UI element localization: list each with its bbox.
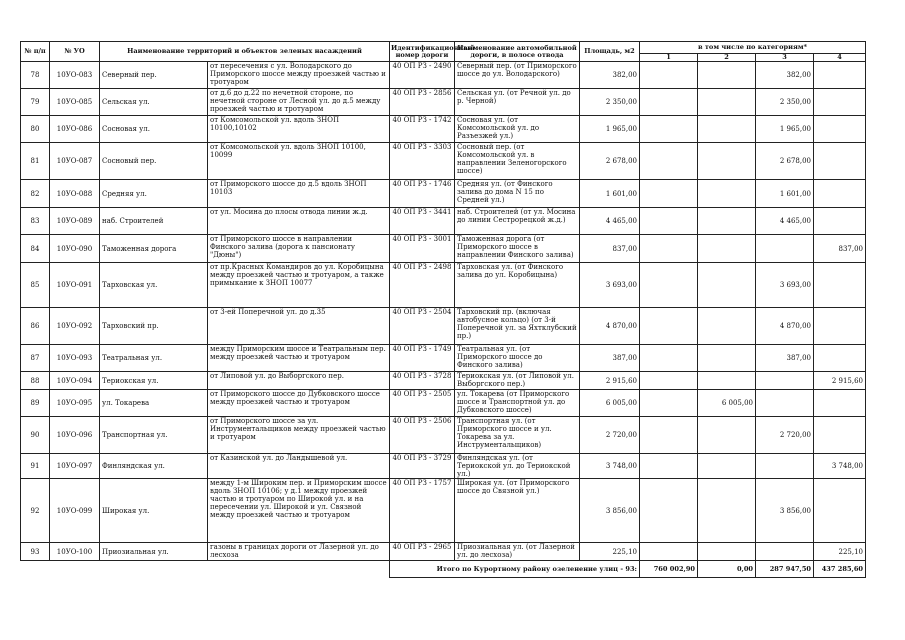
header-territory: Наименование территорий и объектов зеленых насаждений <box>100 42 390 62</box>
header-area: Площадь, м2 <box>580 42 640 62</box>
row-cat-4 <box>814 89 866 116</box>
row-code: 10УО-092 <box>50 308 100 345</box>
row-cat-2 <box>698 180 756 208</box>
row-road-name: Театральная ул. (от Приморского шоссе до Финского залива) <box>455 345 580 372</box>
row-number: 84 <box>21 235 50 263</box>
row-name: Широкая ул. <box>100 479 208 543</box>
row-id-number: 40 ОП РЗ - 1757 <box>390 479 455 543</box>
row-area: 837,00 <box>580 235 640 263</box>
row-description: от Приморского шоссе в направлении Финского залива (дорога к пансионату "Дюны") <box>208 235 390 263</box>
row-cat-1 <box>640 143 698 180</box>
row-description: от Приморского шоссе за ул. Инструментальщиков между проезжей частью и тротуаром <box>208 417 390 454</box>
row-cat-4 <box>814 263 866 308</box>
row-description: от д.6 до д.22 по нечетной стороне, по нечетной стороне от Лесной ул. до д.5 между проезжей частью и тротуаром <box>208 89 390 116</box>
table-body <box>21 62 866 561</box>
document-sheet <box>20 41 866 578</box>
row-id-number: 40 ОП РЗ - 3729 <box>390 454 455 479</box>
row-name: ул. Токарева <box>100 390 208 417</box>
row-number: 78 <box>21 62 50 89</box>
row-cat-4: 3 748,00 <box>814 454 866 479</box>
row-road-name: Тарховская ул. (от Финского залива до ул. Коробицына) <box>455 263 580 308</box>
row-number: 80 <box>21 116 50 143</box>
row-cat-3: 4 870,00 <box>756 308 814 345</box>
row-cat-1 <box>640 454 698 479</box>
row-cat-3 <box>756 235 814 263</box>
header-cat-1: 1 <box>640 54 698 62</box>
row-cat-2 <box>698 479 756 543</box>
row-road-name: Средняя ул. (от Финского залива до дома N 15 по Средней ул.) <box>455 180 580 208</box>
row-id-number: 40 ОП РЗ - 1742 <box>390 116 455 143</box>
row-code: 10УО-091 <box>50 263 100 308</box>
row-cat-3: 3 693,00 <box>756 263 814 308</box>
row-area: 3 748,00 <box>580 454 640 479</box>
row-road-name: Приозиальная ул. (от Лазерной ул. до лесхоза) <box>455 543 580 561</box>
row-description: от Приморского шоссе до д.5 вдоль ЗНОП 10103 <box>208 180 390 208</box>
table-row <box>21 235 866 263</box>
table-row <box>21 454 866 479</box>
row-description: от 3-ей Поперечной ул. до д.35 <box>208 308 390 345</box>
row-description: от Липовой ул. до Выборгского пер. <box>208 372 390 390</box>
table-row <box>21 62 866 89</box>
total-cat-2: 287 947,50 <box>756 561 814 578</box>
row-area: 2 350,00 <box>580 89 640 116</box>
row-cat-1 <box>640 308 698 345</box>
table-row <box>21 208 866 235</box>
row-road-name: Финляндская ул. (от Териокской ул. до Териокской ул.) <box>455 454 580 479</box>
row-cat-1 <box>640 62 698 89</box>
row-name: Транспортная ул. <box>100 417 208 454</box>
row-cat-1 <box>640 390 698 417</box>
row-code: 10УО-086 <box>50 116 100 143</box>
row-road-name: Северный пер. (от Приморского шоссе до ул. Володарского) <box>455 62 580 89</box>
total-area: 760 002,90 <box>640 561 698 578</box>
row-road-name: ул. Токарева (от Приморского шоссе и Транспортной ул. до Дубковского шоссе) <box>455 390 580 417</box>
row-area: 3 693,00 <box>580 263 640 308</box>
row-name: Тарховский пр. <box>100 308 208 345</box>
row-number: 81 <box>21 143 50 180</box>
row-name: Сосновая ул. <box>100 116 208 143</box>
row-cat-4 <box>814 479 866 543</box>
row-name: Театральная ул. <box>100 345 208 372</box>
row-cat-4: 2 915,60 <box>814 372 866 390</box>
row-cat-1 <box>640 417 698 454</box>
row-cat-2 <box>698 62 756 89</box>
row-name: Сосновый пер. <box>100 143 208 180</box>
row-cat-3: 2 720,00 <box>756 417 814 454</box>
row-road-name: Сельская ул. (от Речной ул. до р. Черной) <box>455 89 580 116</box>
row-description: газоны в границах дороги от Лазерной ул. до лесхоза <box>208 543 390 561</box>
row-cat-4: 837,00 <box>814 235 866 263</box>
row-id-number: 40 ОП РЗ - 3441 <box>390 208 455 235</box>
row-road-name: наб. Строителей (от ул. Мосина до линии Сестрорецкой ж.д.) <box>455 208 580 235</box>
table-row <box>21 180 866 208</box>
header-cat-4: 4 <box>814 54 866 62</box>
row-cat-3 <box>756 390 814 417</box>
row-area: 1 965,00 <box>580 116 640 143</box>
row-number: 88 <box>21 372 50 390</box>
header-cat-3: 3 <box>756 54 814 62</box>
row-description: между Приморским шоссе и Театральным пер. между проезжей частью и тротуаром <box>208 345 390 372</box>
row-id-number: 40 ОП РЗ - 2856 <box>390 89 455 116</box>
total-spacer <box>21 561 390 578</box>
row-id-number: 40 ОП РЗ - 2505 <box>390 390 455 417</box>
total-cat-1: 0,00 <box>698 561 756 578</box>
row-area: 382,00 <box>580 62 640 89</box>
row-cat-3: 382,00 <box>756 62 814 89</box>
row-code: 10УО-087 <box>50 143 100 180</box>
row-id-number: 40 ОП РЗ - 2504 <box>390 308 455 345</box>
row-code: 10УО-090 <box>50 235 100 263</box>
table-row <box>21 390 866 417</box>
row-road-name: Териокская ул. (от Липовой ул. Выборгского пер.) <box>455 372 580 390</box>
row-description: от Комсомольской ул. вдоль ЗНОП 10100, 10099 <box>208 143 390 180</box>
row-cat-4: 225,10 <box>814 543 866 561</box>
row-area: 4 870,00 <box>580 308 640 345</box>
row-id-number: 40 ОП РЗ - 3001 <box>390 235 455 263</box>
row-road-name: Тарховский пр. (включая автобусное кольцо) (от 3-й Поперечной ул. за Яхтклубский пр.) <box>455 308 580 345</box>
row-cat-2 <box>698 454 756 479</box>
row-number: 79 <box>21 89 50 116</box>
row-cat-3: 1 601,00 <box>756 180 814 208</box>
row-cat-1 <box>640 543 698 561</box>
row-number: 83 <box>21 208 50 235</box>
row-cat-1 <box>640 372 698 390</box>
header-num: № п/п <box>21 42 50 62</box>
row-name: Таможенная дорога <box>100 235 208 263</box>
row-cat-3: 3 856,00 <box>756 479 814 543</box>
row-cat-3: 387,00 <box>756 345 814 372</box>
row-name: Сельская ул. <box>100 89 208 116</box>
header-cat-2: 2 <box>698 54 756 62</box>
row-road-name: Сосновая ул. (от Комсомольской ул. до Разъезжей ул.) <box>455 116 580 143</box>
row-area: 2 915,60 <box>580 372 640 390</box>
row-number: 82 <box>21 180 50 208</box>
row-number: 91 <box>21 454 50 479</box>
row-cat-4 <box>814 116 866 143</box>
row-number: 89 <box>21 390 50 417</box>
row-cat-2 <box>698 208 756 235</box>
row-code: 10УО-093 <box>50 345 100 372</box>
table-row <box>21 372 866 390</box>
row-cat-4 <box>814 308 866 345</box>
row-cat-2: 6 005,00 <box>698 390 756 417</box>
table-row <box>21 308 866 345</box>
table-header <box>21 42 866 62</box>
row-cat-2 <box>698 89 756 116</box>
row-cat-4 <box>814 143 866 180</box>
row-cat-1 <box>640 89 698 116</box>
row-description: от Комсомольской ул. вдоль ЗНОП 10100,10102 <box>208 116 390 143</box>
total-row <box>21 561 866 578</box>
row-id-number: 40 ОП РЗ - 3728 <box>390 372 455 390</box>
row-name: Средняя ул. <box>100 180 208 208</box>
row-id-number: 40 ОП РЗ - 2498 <box>390 263 455 308</box>
row-id-number: 40 ОП РЗ - 1746 <box>390 180 455 208</box>
row-cat-2 <box>698 417 756 454</box>
row-code: 10УО-088 <box>50 180 100 208</box>
row-code: 10УО-089 <box>50 208 100 235</box>
row-area: 1 601,00 <box>580 180 640 208</box>
row-cat-2 <box>698 143 756 180</box>
header-code: № УО <box>50 42 100 62</box>
row-code: 10УО-095 <box>50 390 100 417</box>
table-row <box>21 417 866 454</box>
header-category-group: в том числе по категориям* <box>640 42 866 54</box>
row-cat-4 <box>814 208 866 235</box>
row-cat-3 <box>756 543 814 561</box>
row-id-number: 40 ОП РЗ - 3303 <box>390 143 455 180</box>
row-cat-3: 4 465,00 <box>756 208 814 235</box>
table-row <box>21 263 866 308</box>
row-area: 225,10 <box>580 543 640 561</box>
row-cat-4 <box>814 390 866 417</box>
row-code: 10УО-085 <box>50 89 100 116</box>
row-name: наб. Строителей <box>100 208 208 235</box>
row-road-name: Широкая ул. (от Приморского шоссе до Связной ул.) <box>455 479 580 543</box>
row-id-number: 40 ОП РЗ - 1749 <box>390 345 455 372</box>
row-code: 10УО-094 <box>50 372 100 390</box>
row-cat-1 <box>640 208 698 235</box>
header-id-number: Идентификационный номер дороги <box>390 42 455 62</box>
table-row <box>21 345 866 372</box>
row-cat-3 <box>756 454 814 479</box>
row-area: 2 720,00 <box>580 417 640 454</box>
row-cat-4 <box>814 345 866 372</box>
row-description: от пересечения с ул. Володарского до Приморского шоссе между проезжей частью и тротуаром <box>208 62 390 89</box>
row-cat-1 <box>640 235 698 263</box>
row-area: 4 465,00 <box>580 208 640 235</box>
row-name: Северный пер. <box>100 62 208 89</box>
row-area: 387,00 <box>580 345 640 372</box>
row-cat-3: 2 350,00 <box>756 89 814 116</box>
row-number: 86 <box>21 308 50 345</box>
row-id-number: 40 ОП РЗ - 2490 <box>390 62 455 89</box>
row-id-number: 40 ОП РЗ - 2965 <box>390 543 455 561</box>
row-number: 92 <box>21 479 50 543</box>
row-cat-4 <box>814 417 866 454</box>
row-number: 90 <box>21 417 50 454</box>
row-cat-3: 2 678,00 <box>756 143 814 180</box>
total-label: Итого по Курортному району озеленение улиц - 93: <box>390 561 640 578</box>
row-cat-4 <box>814 62 866 89</box>
row-cat-2 <box>698 235 756 263</box>
row-area: 6 005,00 <box>580 390 640 417</box>
row-cat-2 <box>698 345 756 372</box>
table-row <box>21 479 866 543</box>
row-name: Финляндская ул. <box>100 454 208 479</box>
row-code: 10УО-096 <box>50 417 100 454</box>
row-description: от Приморского шоссе до Дубковского шоссе между проезжей частью и тротуаром <box>208 390 390 417</box>
row-name: Тарховская ул. <box>100 263 208 308</box>
row-description: от ул. Мосина до плосы отвода линии ж.д. <box>208 208 390 235</box>
row-cat-1 <box>640 180 698 208</box>
row-area: 2 678,00 <box>580 143 640 180</box>
green-areas-table <box>20 41 866 578</box>
row-code: 10УО-097 <box>50 454 100 479</box>
row-cat-1 <box>640 263 698 308</box>
table-row <box>21 89 866 116</box>
row-cat-1 <box>640 116 698 143</box>
row-id-number: 40 ОП РЗ - 2506 <box>390 417 455 454</box>
row-cat-2 <box>698 263 756 308</box>
row-cat-1 <box>640 479 698 543</box>
row-cat-2 <box>698 372 756 390</box>
row-road-name: Таможенная дорога (от Приморского шоссе в направлении Финского залива) <box>455 235 580 263</box>
row-cat-1 <box>640 345 698 372</box>
row-code: 10УО-100 <box>50 543 100 561</box>
row-number: 93 <box>21 543 50 561</box>
table-row <box>21 543 866 561</box>
row-code: 10УО-099 <box>50 479 100 543</box>
row-area: 3 856,00 <box>580 479 640 543</box>
row-number: 85 <box>21 263 50 308</box>
row-code: 10УО-083 <box>50 62 100 89</box>
row-description: между 1-м Широким пер. и Приморским шоссе вдоль ЗНОП 10106; у д.1 между проезжей частью и тротуаром по Широкой ул. и на пересечении ул. Широкой и ул. Связной между проезжей частью и тротуаром <box>208 479 390 543</box>
row-road-name: Транспортная ул. (от Приморского шоссе и ул. Токарева за ул. Инструментальщиков) <box>455 417 580 454</box>
row-road-name: Сосновый пер. (от Комсомольской ул. в направлении Зеленогорского шоссе) <box>455 143 580 180</box>
row-cat-3: 1 965,00 <box>756 116 814 143</box>
row-cat-2 <box>698 116 756 143</box>
row-name: Приозиальная ул. <box>100 543 208 561</box>
table-row <box>21 143 866 180</box>
header-road-name: Наименование автомобильной дороги, в полосе отвода <box>455 42 580 62</box>
row-cat-2 <box>698 543 756 561</box>
row-cat-2 <box>698 308 756 345</box>
row-number: 87 <box>21 345 50 372</box>
table-row <box>21 116 866 143</box>
row-description: от Казинской ул. до Ландышевой ул. <box>208 454 390 479</box>
row-description: от пр.Красных Командиров до ул. Коробицына между проезжей частью и тротуаром, а также примыкание к ЗНОП 10077 <box>208 263 390 308</box>
row-name: Териокская ул. <box>100 372 208 390</box>
row-cat-4 <box>814 180 866 208</box>
total-cat-3: 437 285,60 <box>814 561 866 578</box>
row-cat-3 <box>756 372 814 390</box>
